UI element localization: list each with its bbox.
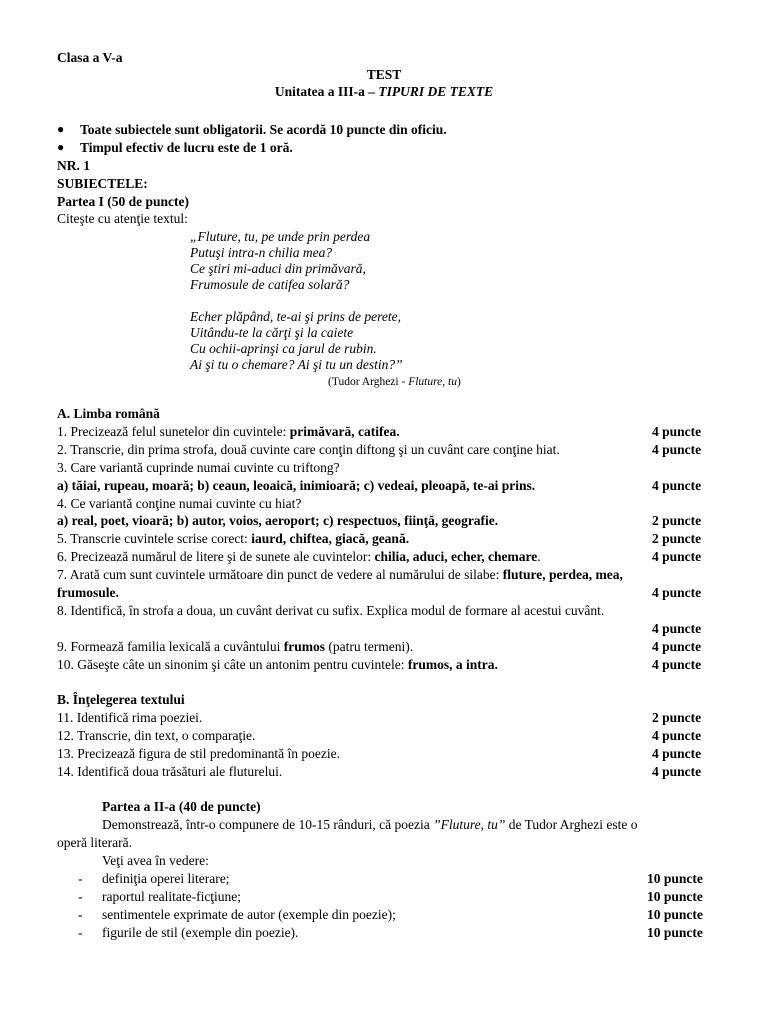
poem-line: Frumosule de catifea solară? bbox=[190, 277, 350, 292]
poem-source: (Tudor Arghezi - Fluture, tu) bbox=[328, 376, 461, 388]
poem-line: Echer plăpând, te-ai şi prins de perete, bbox=[190, 309, 401, 324]
part2-item: raportul realitate-ficţiune; bbox=[102, 889, 242, 904]
dash-icon: - bbox=[78, 871, 83, 886]
question-1: 1. Precizează felul sunetelor din cuvintele: primăvară, catifea. bbox=[57, 424, 400, 439]
part2-intro: Veţi avea în vedere: bbox=[102, 853, 209, 868]
part2-body: Demonstrează, într-o compunere de 10-15 rânduri, că poezia ”Fluture, tu” de Tudor Arghezi este o bbox=[102, 817, 638, 832]
dash-icon: - bbox=[78, 889, 83, 904]
question-8: 8. Identifică, în strofa a doua, un cuvânt derivat cu sufix. Explica modul de formare al acestui cuvânt. bbox=[57, 603, 605, 618]
points-q4: 2 puncte bbox=[652, 513, 702, 528]
question-3: 3. Care variantă cuprinde numai cuvinte cu triftong? bbox=[57, 460, 340, 475]
part2-title: Partea a II-a (40 de puncte) bbox=[102, 799, 261, 814]
question-2: 2. Transcrie, din prima strofa, două cuvinte care conţin diftong şi un cuvânt care conţine hiat. bbox=[57, 442, 560, 457]
question-12: 12. Transcrie, din text, o comparaţie. bbox=[57, 728, 256, 743]
part1-intro: Citeşte cu atenţie textul: bbox=[57, 211, 188, 226]
part2-body-cont: operă literară. bbox=[57, 835, 132, 850]
class-label: Clasa a V-a bbox=[57, 50, 123, 65]
points-q13: 4 puncte bbox=[652, 746, 702, 761]
question-14: 14. Identifică doua trăsături ale fluturelui. bbox=[57, 764, 283, 779]
question-4: 4. Ce variantă conţine numai cuvinte cu hiat? bbox=[57, 496, 302, 511]
subjects-heading: SUBIECTELE: bbox=[57, 176, 148, 191]
question-7-cont: frumosule. bbox=[57, 585, 119, 600]
dash-icon: - bbox=[78, 907, 83, 922]
unit-title: Unitatea a III-a – TIPURI DE TEXTE bbox=[274, 84, 494, 99]
question-9: 9. Formează familia lexicală a cuvântului frumos (patru termeni). bbox=[57, 639, 414, 654]
part2-item: sentimentele exprimate de autor (exemple din poezie); bbox=[102, 907, 396, 922]
poem-line: „Fluture, tu, pe unde prin perdea bbox=[190, 229, 371, 244]
rule-1: Toate subiectele sunt obligatorii. Se acordă 10 puncte din oficiu. bbox=[80, 122, 447, 137]
question-10: 10. Găseşte câte un sinonim şi câte un antonim pentru cuvintele: frumos, a intra. bbox=[57, 657, 498, 672]
points-q6: 4 puncte bbox=[652, 549, 702, 564]
poem-line: Cu ochii-aprinşi ca jarul de rubin. bbox=[190, 341, 377, 356]
points-q11: 2 puncte bbox=[652, 710, 702, 725]
part1-title: Partea I (50 de puncte) bbox=[57, 194, 189, 209]
points-q14: 4 puncte bbox=[652, 764, 702, 779]
rule-2: Timpul efectiv de lucru este de 1 oră. bbox=[80, 140, 293, 155]
points-q12: 4 puncte bbox=[652, 728, 702, 743]
poem-line: Putuşi intra-n chilia mea? bbox=[190, 245, 333, 260]
points-item-3: 10 puncte bbox=[647, 907, 703, 922]
part2-item: figurile de stil (exemple din poezie). bbox=[102, 925, 299, 940]
points-q10: 4 puncte bbox=[652, 657, 702, 672]
bullet-icon: ● bbox=[57, 122, 65, 136]
question-6: 6. Precizează numărul de litere şi de sunete ale cuvintelor: chilia, aduci, echer, chemare. bbox=[57, 549, 541, 564]
question-13: 13. Precizează figura de stil predominantă în poezie. bbox=[57, 746, 341, 761]
section-a-title: A. Limba română bbox=[57, 406, 160, 421]
dash-icon: - bbox=[78, 925, 83, 940]
poem-line: Ce ştiri mi-aduci din primăvară, bbox=[190, 261, 366, 276]
points-q9: 4 puncte bbox=[652, 639, 702, 654]
section-b-title: B. Înţelegerea textului bbox=[57, 692, 185, 707]
points-item-4: 10 puncte bbox=[647, 925, 703, 940]
question-4-options: a) real, poet, vioară; b) autor, voios, aeroport; c) respectuos, fiinţă, geografie. bbox=[57, 513, 499, 528]
question-7: 7. Arată cum sunt cuvintele următoare din punct de vedere al numărului de silabe: fluture, perdea, mea, bbox=[57, 567, 623, 582]
points-q3: 4 puncte bbox=[652, 478, 702, 493]
poem-line: Ai şi tu o chemare? Ai şi tu un destin?” bbox=[190, 357, 403, 372]
poem-line: Uitându-te la cărţi şi la caiete bbox=[190, 325, 354, 340]
part2-item: definiţia operei literare; bbox=[102, 871, 230, 886]
points-item-1: 10 puncte bbox=[647, 871, 703, 886]
question-5: 5. Transcrie cuvintele scrise corect: iaurd, chiftea, giacă, geană. bbox=[57, 531, 410, 546]
bullet-icon: ● bbox=[57, 140, 65, 154]
test-title: TEST bbox=[366, 67, 402, 82]
points-item-2: 10 puncte bbox=[647, 889, 703, 904]
points-q2: 4 puncte bbox=[652, 442, 702, 457]
points-q7: 4 puncte bbox=[652, 585, 702, 600]
number-label: NR. 1 bbox=[57, 158, 90, 173]
points-q8: 4 puncte bbox=[652, 621, 702, 636]
points-q5: 2 puncte bbox=[652, 531, 702, 546]
points-q1: 4 puncte bbox=[652, 424, 702, 439]
question-11: 11. Identifică rima poeziei. bbox=[57, 710, 203, 725]
question-3-options: a) tăiai, rupeau, moară; b) ceaun, leoaică, inimioară; c) vedeai, pleoapă, te-ai prins. bbox=[57, 478, 536, 493]
